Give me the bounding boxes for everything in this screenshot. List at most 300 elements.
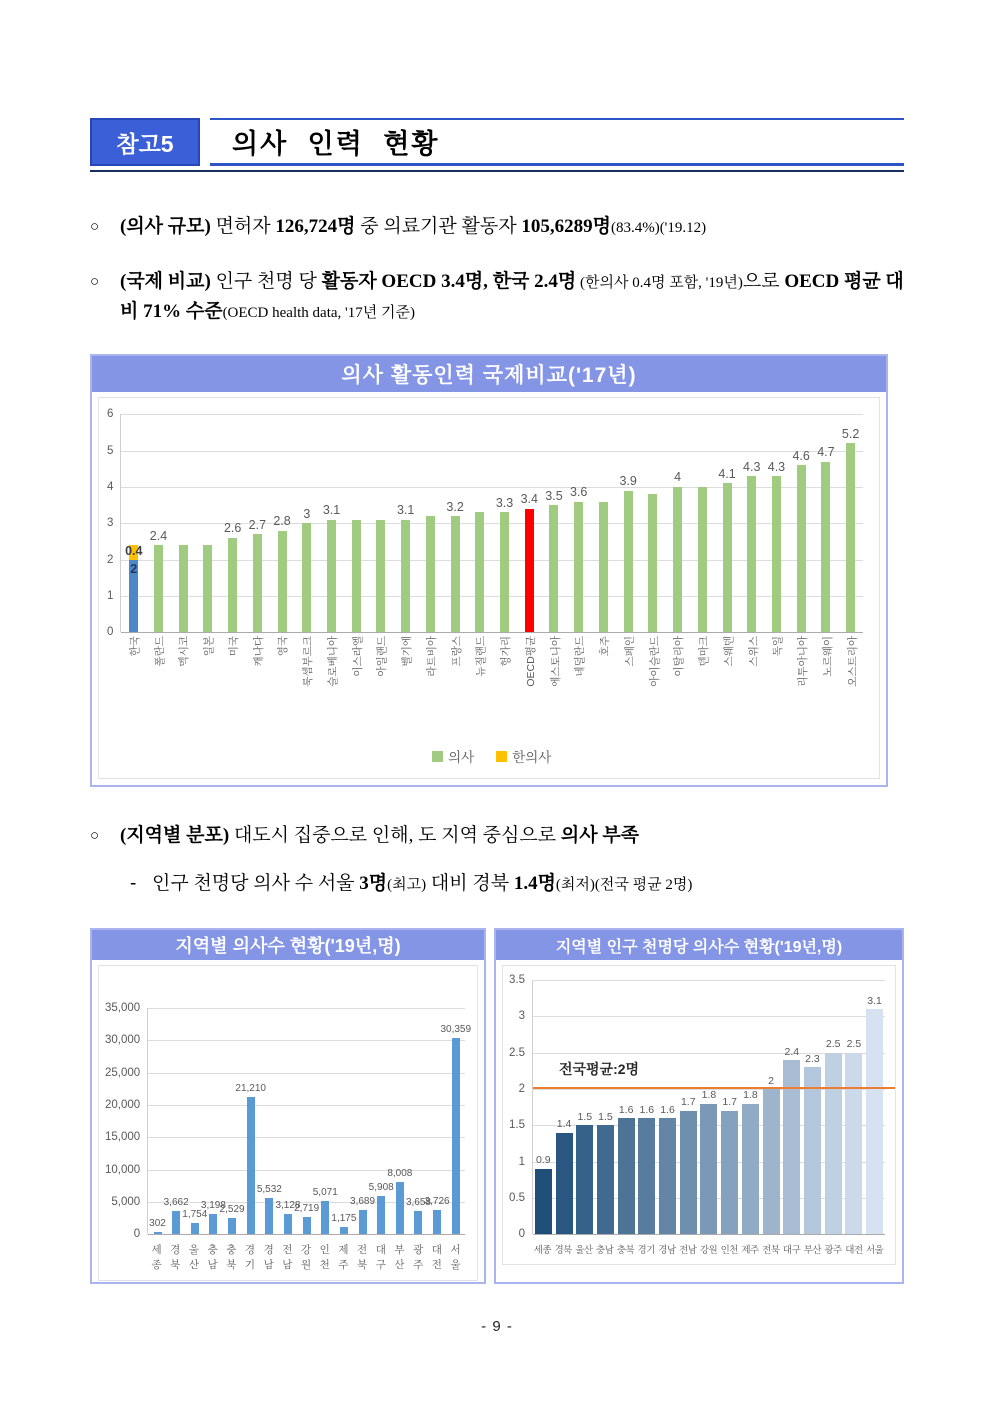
bars-row xyxy=(533,980,885,1234)
bar xyxy=(721,1111,738,1234)
bar xyxy=(742,1104,759,1235)
data-label: 1.8 xyxy=(743,1089,758,1102)
chart-plot-area xyxy=(503,966,895,1264)
bar-group xyxy=(146,414,171,632)
bar xyxy=(673,487,682,632)
x-axis-label: 울산 xyxy=(575,1245,593,1257)
data-label: 8,008 xyxy=(387,1168,413,1180)
bar xyxy=(574,502,583,633)
bar xyxy=(723,483,732,632)
x-axis-label: 독일 xyxy=(772,636,785,657)
intl-comparison-chart xyxy=(90,354,888,787)
chart-plot-container xyxy=(98,965,478,1281)
text-segment: (국제 비교) xyxy=(120,271,211,293)
bar-group xyxy=(591,414,616,632)
bar-group xyxy=(789,414,814,632)
data-label: 5,071 xyxy=(312,1187,338,1199)
bar-group xyxy=(699,980,720,1234)
bar xyxy=(659,1118,676,1234)
data-label: 4 xyxy=(674,470,682,485)
data-label: 3.6 xyxy=(570,485,588,500)
data-label: 3 xyxy=(303,506,311,521)
data-label: 2.5 xyxy=(846,1038,862,1051)
data-label: 1.6 xyxy=(660,1103,675,1116)
page-title: 의사 인력 현황 xyxy=(232,129,440,159)
data-label: 3.5 xyxy=(545,488,563,503)
bar-group xyxy=(690,414,715,632)
bar-group xyxy=(245,414,270,632)
bar-group xyxy=(566,414,591,632)
text-segment: 3명 xyxy=(359,872,388,894)
bar-group xyxy=(844,980,865,1234)
bar-group xyxy=(200,1008,226,1234)
bar xyxy=(265,1198,273,1234)
text-segment: OECD 평균 대비 71% 수준 xyxy=(120,271,904,322)
x-axis-labels xyxy=(532,1234,885,1256)
bar xyxy=(525,509,534,633)
bar-group xyxy=(823,980,844,1234)
data-label: 5.2 xyxy=(841,426,860,441)
bar xyxy=(278,531,287,633)
x-axis-label: 충남 xyxy=(207,1244,218,1272)
x-axis-label: 이탈리아 xyxy=(673,636,686,677)
x-axis-label: 광주 xyxy=(824,1245,842,1257)
chart-plot-area xyxy=(99,966,477,1280)
text-segment: 중 의료기관 활동자 xyxy=(355,216,522,237)
bar xyxy=(599,502,608,633)
x-axis-label: 전남 xyxy=(679,1245,697,1257)
bar xyxy=(576,1125,593,1234)
data-label: 3.9 xyxy=(619,474,637,489)
legend-item: 의사 xyxy=(432,746,474,766)
data-label: 3.3 xyxy=(495,495,514,510)
x-axis-label: 제주 xyxy=(741,1245,759,1257)
chart-body xyxy=(99,966,477,1280)
bar-group xyxy=(814,414,839,632)
data-label: 3.1 xyxy=(396,503,415,518)
bar xyxy=(698,487,707,632)
bar xyxy=(747,476,756,632)
bar xyxy=(179,545,188,632)
average-line xyxy=(533,1087,895,1089)
x-axis-label: 노르웨이 xyxy=(821,636,834,677)
data-label: 5,532 xyxy=(256,1184,282,1196)
x-axis-label: 프랑스 xyxy=(450,636,463,667)
bar-group xyxy=(616,414,641,632)
bar-group xyxy=(764,414,789,632)
bar-group xyxy=(163,1008,189,1234)
data-label: 2.7 xyxy=(248,517,267,532)
regional-doctor-count-chart xyxy=(90,928,486,1284)
x-axis-label: 라트비아 xyxy=(425,636,438,677)
data-label: 5,908 xyxy=(368,1182,394,1194)
bar-group xyxy=(220,414,245,632)
data-label: 2,529 xyxy=(219,1203,245,1215)
bar-group xyxy=(294,414,319,632)
bar xyxy=(302,523,311,632)
text-segment: 인구 천명 당 xyxy=(210,271,322,293)
chart-legend xyxy=(120,736,863,774)
text-segment: 인구 천명당 의사 수 서울 xyxy=(152,872,360,894)
bar xyxy=(804,1067,821,1234)
text-segment: (의사 규모) xyxy=(120,216,211,237)
bar xyxy=(352,520,361,633)
data-label: 2.6 xyxy=(223,521,242,536)
data-label: 3,662 xyxy=(163,1196,189,1208)
x-axis-label: 오스트리아 xyxy=(846,636,859,688)
legend-swatch xyxy=(432,751,443,762)
x-axis-label: 이스라엘 xyxy=(351,636,364,677)
text-segment: (한의사 0.4명 포함, '19년) xyxy=(576,275,743,292)
data-label: 1.5 xyxy=(598,1110,613,1123)
x-axis-label: 슬로베니아 xyxy=(326,636,339,688)
x-axis-label: 울산 xyxy=(188,1244,199,1272)
bar xyxy=(772,476,781,632)
bar xyxy=(172,1211,180,1235)
data-label: 30,359 xyxy=(440,1024,472,1036)
chart-title: 의사 활동인력 국제비교('17년) xyxy=(92,356,886,392)
bullet-text xyxy=(120,821,904,850)
x-axis-label: 덴마크 xyxy=(698,636,711,667)
regional-charts-row xyxy=(90,928,904,1284)
x-axis-label: 부산 xyxy=(803,1245,822,1257)
x-axis-label: 전북 xyxy=(762,1245,780,1257)
bar xyxy=(228,1218,236,1234)
data-label: 2 xyxy=(130,561,138,576)
bullet-text xyxy=(120,267,904,326)
bar xyxy=(535,1169,552,1234)
bar-group xyxy=(864,980,885,1234)
bar xyxy=(327,520,336,633)
bar-group xyxy=(761,980,782,1234)
bar xyxy=(247,1097,255,1234)
bar-group xyxy=(517,414,542,632)
bar xyxy=(203,545,212,632)
bar xyxy=(556,1133,573,1235)
bar xyxy=(396,1182,404,1234)
x-axis-label: 캐나다 xyxy=(252,636,265,667)
bar xyxy=(866,1009,883,1234)
bar xyxy=(475,512,484,632)
bar-group xyxy=(657,980,678,1234)
data-label: 4.1 xyxy=(718,466,736,481)
bar xyxy=(414,1211,422,1235)
x-axis-label: 대구 xyxy=(375,1244,386,1272)
chart-plot-container xyxy=(98,397,880,779)
bar xyxy=(401,520,410,633)
x-axis-label: 서울 xyxy=(450,1244,461,1272)
bar xyxy=(154,1232,162,1234)
bar xyxy=(228,538,237,632)
data-label: 2,719 xyxy=(294,1202,320,1214)
x-axis-label: 헝가리 xyxy=(500,636,513,667)
data-label: 1,175 xyxy=(331,1212,357,1224)
data-label: 4.3 xyxy=(767,459,786,474)
data-label: 3.1 xyxy=(322,503,341,518)
bullet-text xyxy=(152,869,904,898)
data-label: 302 xyxy=(149,1218,166,1230)
x-axis-label: 강원 xyxy=(699,1245,718,1257)
bullet-marker: ○ xyxy=(90,827,100,845)
x-axis-label: 벨기에 xyxy=(401,636,414,667)
x-axis-label: 스웨덴 xyxy=(722,636,735,667)
text-segment: 면허자 xyxy=(210,216,276,237)
data-label: 2.4 xyxy=(784,1045,800,1058)
bar xyxy=(209,1214,217,1235)
text-segment: (83.4%)('19.12) xyxy=(610,220,707,236)
bar-group xyxy=(344,414,369,632)
data-label: 2 xyxy=(768,1074,774,1087)
bar xyxy=(433,1210,441,1234)
bar-group xyxy=(418,414,443,632)
data-label: 3,128 xyxy=(275,1200,301,1211)
dash-marker: - xyxy=(130,872,137,894)
bar-group xyxy=(542,414,567,632)
x-axis-label: 세종 xyxy=(533,1245,552,1257)
bar xyxy=(846,443,855,632)
bar-group xyxy=(781,980,802,1234)
bar-group xyxy=(467,414,492,632)
bar xyxy=(648,494,657,632)
x-axis-label: OECD평균 xyxy=(524,636,537,687)
bar xyxy=(340,1227,348,1235)
bar-group xyxy=(740,980,761,1234)
bar xyxy=(825,1053,842,1234)
bar-group xyxy=(595,980,616,1234)
text-segment: (지역별 분포) xyxy=(120,825,230,847)
data-label: 3,726 xyxy=(424,1196,450,1208)
text-segment: (최고) xyxy=(387,876,427,893)
y-axis: 35,000 30,000 25,000 20,000 15,000 10,000 5,000 0 xyxy=(105,1002,141,1241)
data-label: 0.4 xyxy=(125,543,143,558)
bar xyxy=(284,1214,292,1234)
bar xyxy=(303,1217,311,1235)
text-segment: (최저)(전국 평균 2명) xyxy=(555,876,693,893)
plot-grid xyxy=(532,980,885,1234)
data-label: 4.7 xyxy=(817,445,835,460)
bar xyxy=(763,1089,780,1234)
x-axis-label: 스위스 xyxy=(747,636,760,667)
x-axis-label: 대전 xyxy=(431,1244,442,1272)
x-axis-label: 경북 xyxy=(554,1245,572,1257)
bar xyxy=(500,512,509,632)
data-label: 1.7 xyxy=(680,1096,696,1109)
x-axis-label: 충북 xyxy=(616,1245,635,1257)
x-axis-label: 일본 xyxy=(203,636,216,657)
data-label: 1.8 xyxy=(701,1089,717,1102)
bar xyxy=(451,516,460,632)
plot-grid xyxy=(120,414,863,632)
x-axis-label: 룩셈부르크 xyxy=(302,636,315,688)
sub-bullet-per-capita xyxy=(90,869,904,898)
text-segment: 활동자 OECD 3.4명, 한국 2.4명 xyxy=(321,271,577,293)
bar-group xyxy=(270,414,295,632)
bullet-text xyxy=(120,212,904,241)
legend-swatch xyxy=(496,751,507,762)
bar-group xyxy=(802,980,823,1234)
bullet-doctor-scale xyxy=(90,212,904,241)
data-label: 21,210 xyxy=(235,1083,266,1095)
data-label: 2.5 xyxy=(825,1038,841,1051)
chart-plot-area xyxy=(99,398,879,778)
data-label: 1.7 xyxy=(722,1096,737,1109)
x-axis-label: 경기 xyxy=(244,1244,256,1272)
x-axis-label: 대구 xyxy=(782,1245,801,1257)
bullet-marker: ○ xyxy=(90,218,100,235)
bar xyxy=(624,491,633,633)
x-axis-label: 세종 xyxy=(151,1244,162,1272)
bar-group xyxy=(616,980,637,1234)
y-axis: 6 5 4 3 2 1 0 xyxy=(107,408,114,639)
bar-group xyxy=(319,414,344,632)
bar-group xyxy=(665,414,690,632)
x-axis-label: 아일랜드 xyxy=(376,636,389,677)
text-segment: (OECD health data, '17년 기준) xyxy=(222,304,415,321)
x-axis-label: 충북 xyxy=(226,1244,237,1272)
x-axis-label: 인천 xyxy=(720,1245,738,1257)
bar xyxy=(845,1053,862,1234)
bar-group xyxy=(393,414,418,632)
regional-per-capita-chart xyxy=(494,928,904,1284)
document-header xyxy=(90,118,904,166)
bar-group xyxy=(533,980,554,1234)
bar-group xyxy=(121,414,146,632)
reference-badge: 참고5 xyxy=(90,118,200,166)
bar xyxy=(426,516,435,632)
bar xyxy=(154,545,163,632)
bar xyxy=(618,1118,635,1234)
x-axis-label: 한국 xyxy=(128,636,141,657)
bar xyxy=(376,520,385,633)
y-axis: 3.5 3 2.5 2 1.5 1 0.5 0 xyxy=(509,974,525,1241)
bar xyxy=(253,534,262,632)
data-label: 1.6 xyxy=(639,1103,655,1116)
bar-group xyxy=(554,980,575,1234)
bar-group xyxy=(275,1008,301,1234)
bar-group xyxy=(350,1008,376,1234)
bars-row xyxy=(148,1008,472,1234)
bar xyxy=(321,1201,329,1234)
text-segment: 대비 경북 xyxy=(426,872,514,894)
x-axis-label: 제주 xyxy=(338,1244,349,1272)
data-label: 3,658 xyxy=(405,1196,431,1208)
x-axis-label: 광주 xyxy=(413,1244,424,1272)
text-segment: 1.4명 xyxy=(513,872,556,894)
bar-group xyxy=(369,414,394,632)
text-segment: 대도시 집중으로 인해, 도 지역 중심으로 xyxy=(229,825,561,847)
bar-group xyxy=(739,414,764,632)
x-axis-label: 스페인 xyxy=(623,636,636,667)
bar xyxy=(377,1196,385,1234)
data-label: 2.3 xyxy=(805,1052,820,1065)
data-label: 3.1 xyxy=(867,994,882,1007)
bar xyxy=(452,1038,460,1234)
stacked-bar xyxy=(129,414,138,632)
bar-group xyxy=(235,1008,266,1234)
data-label: 3,198 xyxy=(200,1199,226,1211)
bar-group xyxy=(196,414,221,632)
header-underline xyxy=(90,170,904,172)
text-segment: 105,6289명 xyxy=(521,216,611,237)
bar-group xyxy=(678,980,699,1234)
chart-body xyxy=(99,398,879,778)
bar xyxy=(797,465,806,632)
x-axis-label: 폴란드 xyxy=(153,636,166,667)
x-axis-label: 호주 xyxy=(599,636,612,657)
x-axis-label: 충남 xyxy=(596,1245,614,1257)
bar xyxy=(549,505,558,632)
bar xyxy=(597,1125,614,1234)
data-label: 3.4 xyxy=(520,492,538,507)
x-axis-label: 부산 xyxy=(394,1244,405,1272)
data-label: 2.4 xyxy=(149,528,168,543)
bar xyxy=(638,1118,655,1234)
title-area xyxy=(210,118,904,166)
data-label: 4.6 xyxy=(792,448,810,463)
text-segment: 의사 부족 xyxy=(560,825,640,847)
bullet-regional-distribution xyxy=(90,821,904,850)
x-axis-label: 에스토니아 xyxy=(549,636,562,688)
plot-grid xyxy=(147,1008,472,1234)
bar-group xyxy=(574,980,595,1234)
x-axis-label: 아이슬란드 xyxy=(648,636,661,688)
x-axis-label: 서울 xyxy=(865,1245,884,1257)
bar-group xyxy=(443,414,468,632)
bar xyxy=(680,1111,697,1234)
average-line-label: 전국평균:2명 xyxy=(559,1061,640,1078)
x-axis-label: 멕시코 xyxy=(178,636,191,667)
bar-group xyxy=(492,414,517,632)
bar-group xyxy=(641,414,666,632)
x-axis-label: 네덜란드 xyxy=(574,636,587,677)
x-axis-label: 강원 xyxy=(300,1244,312,1272)
data-label: 3,689 xyxy=(350,1196,376,1208)
bar xyxy=(700,1104,717,1235)
bar xyxy=(359,1210,367,1234)
x-axis-label: 뉴질랜드 xyxy=(475,636,488,677)
bar-group xyxy=(312,1008,338,1234)
bar-group xyxy=(838,414,863,632)
x-axis-label: 전남 xyxy=(282,1244,293,1272)
x-axis-label: 대전 xyxy=(845,1245,863,1257)
text-segment: 으로 xyxy=(742,271,785,293)
chart-body xyxy=(503,966,895,1264)
bar-group xyxy=(719,980,740,1234)
bar-group xyxy=(424,1008,450,1234)
chart-plot-container xyxy=(502,965,896,1265)
chart-title: 지역별 의사수 현황('19년,명) xyxy=(92,930,484,960)
x-axis-label: 인천 xyxy=(319,1244,330,1272)
x-axis-label: 경남 xyxy=(658,1245,676,1257)
x-axis-label: 경북 xyxy=(170,1244,181,1272)
bar-group xyxy=(171,414,196,632)
data-label: 1.5 xyxy=(577,1110,593,1123)
x-axis-labels xyxy=(147,1234,465,1272)
x-axis-label: 경남 xyxy=(263,1244,274,1272)
data-label: 1.4 xyxy=(556,1118,572,1131)
x-axis-label: 미국 xyxy=(227,636,240,657)
page-number: - 9 - xyxy=(481,1318,513,1336)
bar xyxy=(821,462,830,633)
bar xyxy=(191,1223,199,1234)
x-axis-label: 리투아니아 xyxy=(797,636,810,688)
data-label: 4.3 xyxy=(743,459,761,474)
bullet-intl-comparison xyxy=(90,267,904,326)
data-label: 3.2 xyxy=(446,499,464,514)
x-axis-labels xyxy=(120,632,863,736)
x-axis-label: 경기 xyxy=(637,1245,655,1257)
text-segment: 126,724명 xyxy=(275,216,356,237)
